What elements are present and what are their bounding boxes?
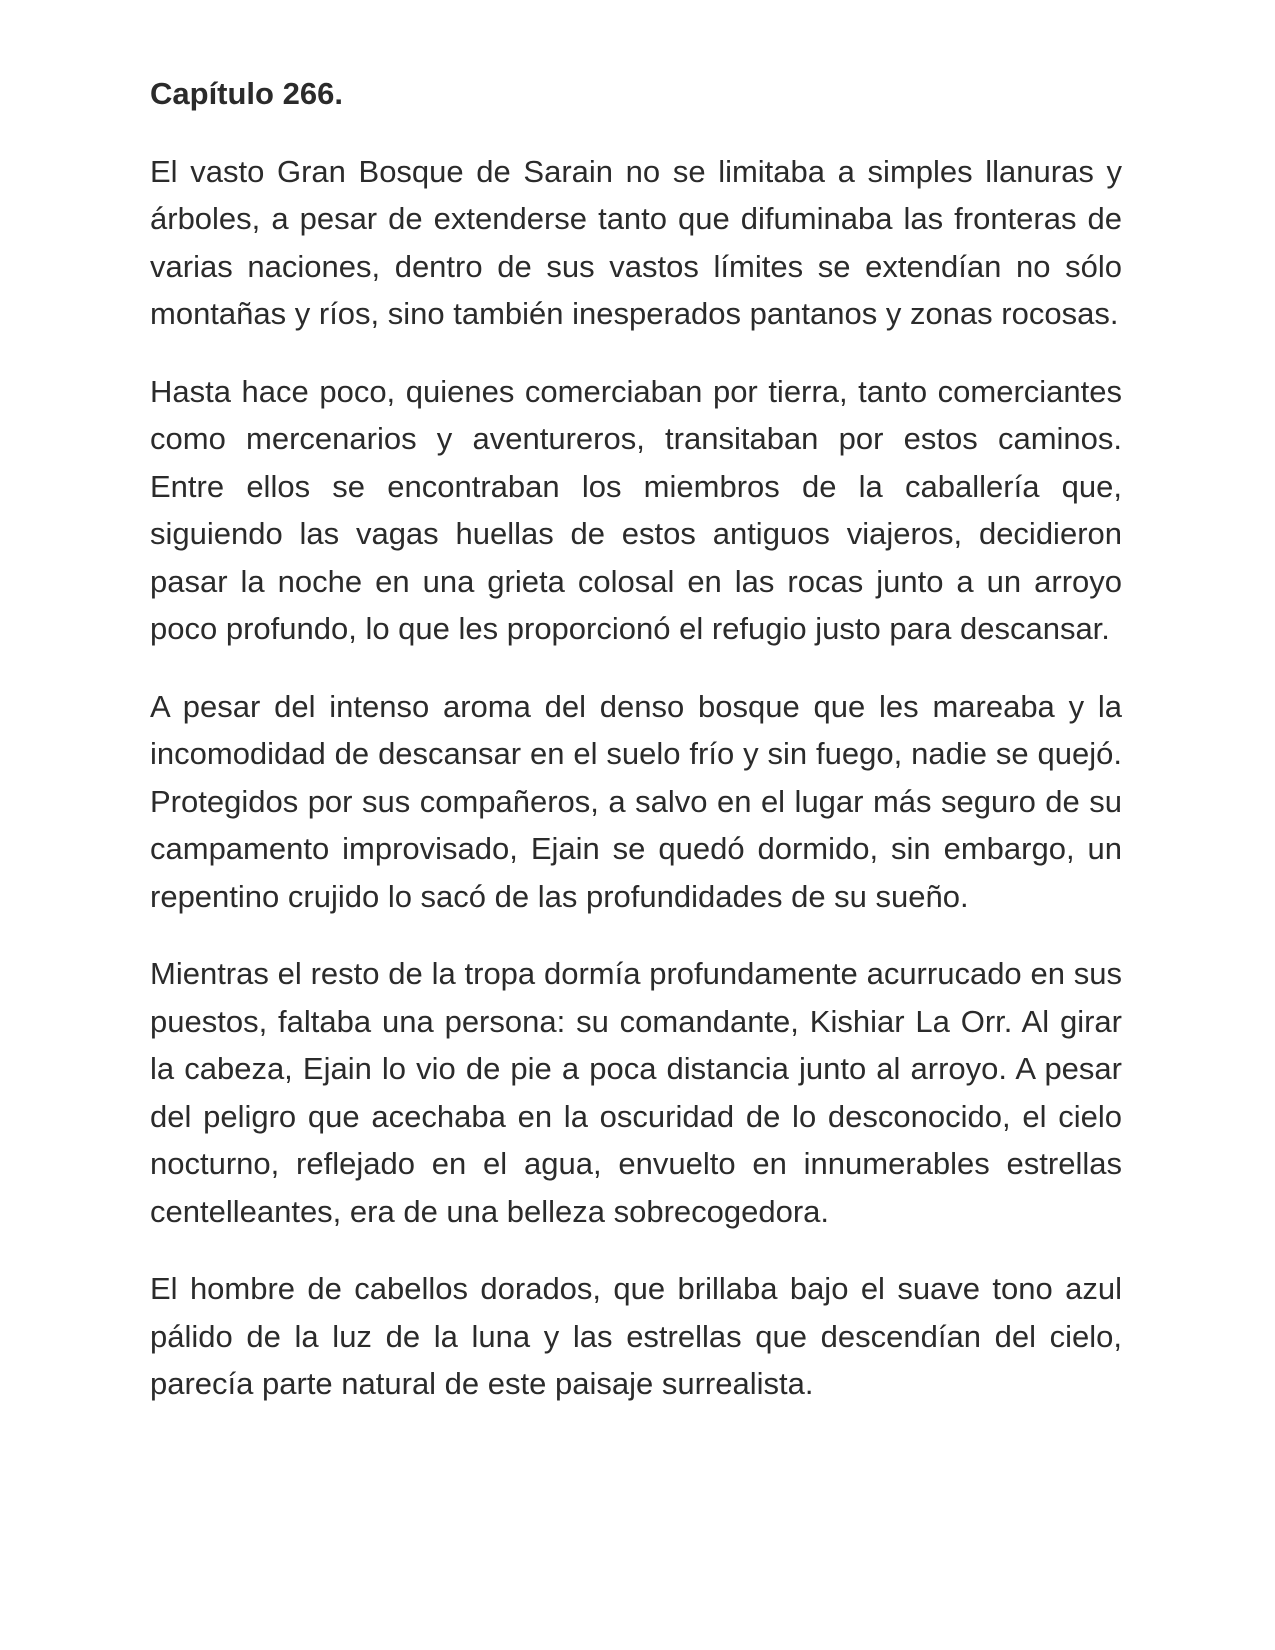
- chapter-title: Capítulo 266.: [150, 76, 343, 111]
- paragraph-1: El vasto Gran Bosque de Sarain no se limitaba a simples llanuras y árboles, a pesar de extenderse tanto que difuminaba las fronteras de varias naciones, dentro de sus vastos límites se extendían no sólo montañas y ríos, sino también inesperados pantanos y zonas rocosas.: [150, 153, 1122, 331]
- paragraph-5: El hombre de cabellos dorados, que brillaba bajo el suave tono azul pálido de la luz de la luna y las estrellas que descendían del cielo, parecía parte natural de este paisaje surrealista.: [150, 1271, 1122, 1401]
- document-page: [150, 70, 1122, 1438]
- paragraph-4: Mientras el resto de la tropa dormía profundamente acurrucado en sus puestos, faltaba una persona: su comandante, Kishiar La Orr. Al girar la cabeza, Ejain lo vio de pie a poca distancia junto al arroyo. A pesar del peligro que acechaba en la oscuridad de lo desconocido, el cielo nocturno, reflejado en el agua, envuelto en innumerables estrellas centelleantes, era de una belleza sobrecogedora.: [150, 956, 1122, 1229]
- paragraph-2: Hasta hace poco, quienes comerciaban por tierra, tanto comerciantes como mercenarios y aventureros, transitaban por estos caminos. Entre ellos se encontraban los miembros de la caballería que, siguiendo las vagas huellas de estos antiguos viajeros, decidieron pasar la noche en una grieta colosal en las rocas junto a un arroyo poco profundo, lo que les proporcionó el refugio justo para descansar.: [150, 373, 1122, 646]
- paragraph-3: A pesar del intenso aroma del denso bosque que les mareaba y la incomodidad de descansar en el suelo frío y sin fuego, nadie se quejó. Protegidos por sus compañeros, a salvo en el lugar más seguro de su campamento improvisado, Ejain se quedó dormido, sin embargo, un repentino crujido lo sacó de las profundidades de su sueño.: [150, 688, 1122, 914]
